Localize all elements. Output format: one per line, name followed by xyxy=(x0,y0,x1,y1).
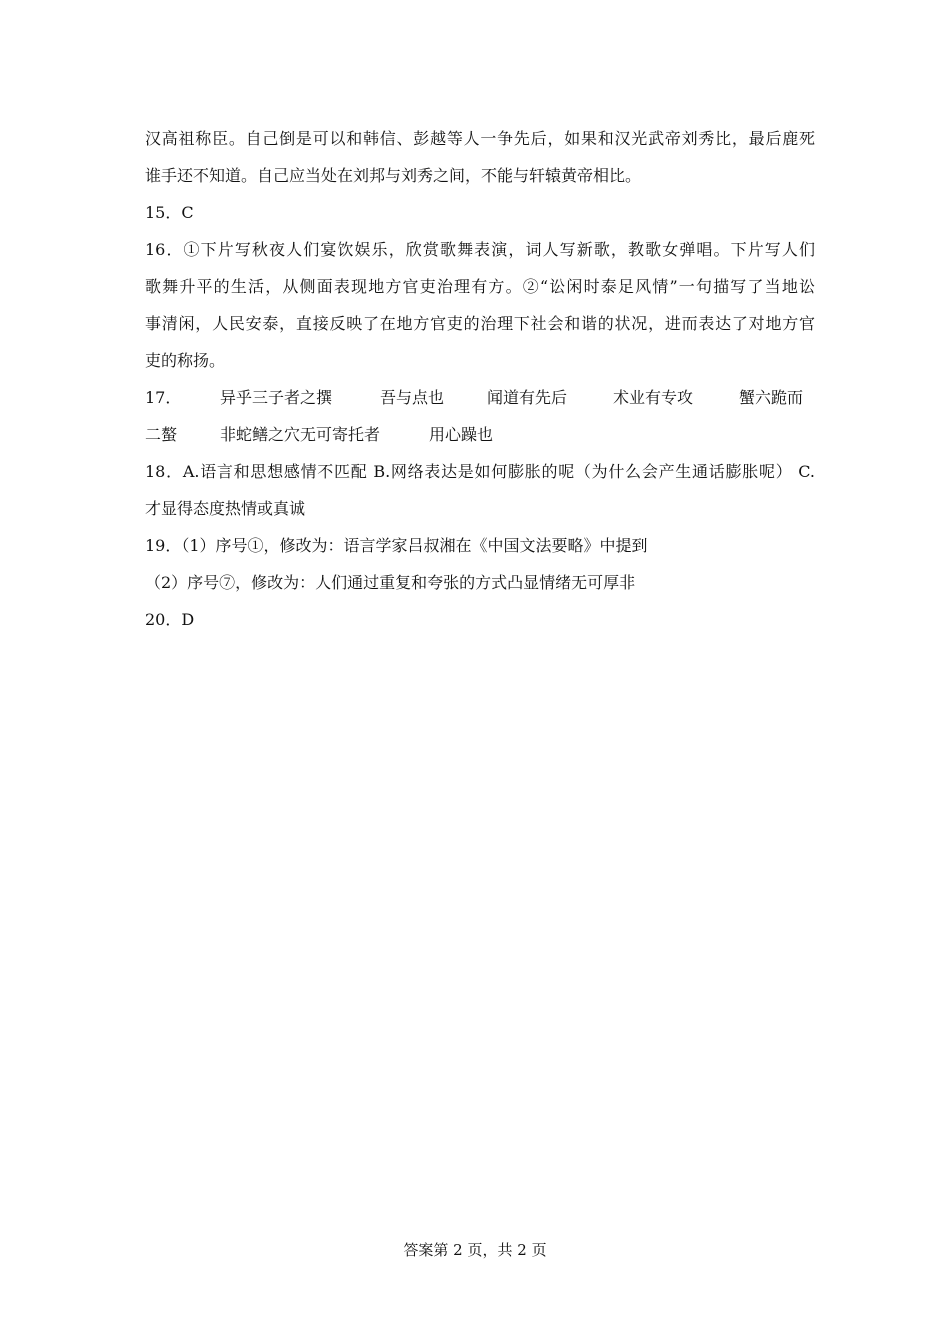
answer-16-line-1: 16．①下片写秋夜人们宴饮娱乐，欣赏歌舞表演，词人写新歌，教歌女弹唱。下片写人们 xyxy=(145,240,815,259)
answer-17-blank-4: 术业有专攻 xyxy=(613,388,694,407)
answer-17-blank-6: 非蛇鳝之穴无可寄托者 xyxy=(220,425,381,444)
answer-16-line-2: 歌舞升平的生活，从侧面表现地方官吏治理有方。②“讼闲时泰足风情”一句描写了当地讼 xyxy=(145,277,815,296)
answer-17-blank-1: 异乎三子者之撰 xyxy=(220,388,333,407)
page-footer: 答案第 2 页，共 2 页 xyxy=(403,1241,547,1259)
answer-17-blank-7: 用心躁也 xyxy=(429,425,494,444)
answer-15: 15．C xyxy=(145,203,194,222)
answer-17-blank-5: 蟹六跪而 xyxy=(739,388,804,407)
answer-16-line-3: 事清闲，人民安泰，直接反映了在地方官吏的治理下社会和谐的状况，进而表达了对地方官 xyxy=(145,314,815,333)
answer-19-part-1: 19．（1）序号①，修改为：语言学家吕叔湘在《中国文法要略》中提到 xyxy=(145,536,648,555)
answer-17-line-1 xyxy=(145,379,815,416)
answer-17-blank-2: 吾与点也 xyxy=(380,388,445,407)
answer-20: 20．D xyxy=(145,610,195,629)
answer-content xyxy=(145,120,815,638)
answer-line-14-cont-1: 汉高祖称臣。自己倒是可以和韩信、彭越等人一争先后，如果和汉光武帝刘秀比，最后鹿死 xyxy=(145,129,815,148)
answer-17-blank-3: 闻道有先后 xyxy=(487,388,568,407)
answer-18-line-2: 才显得态度热情或真诚 xyxy=(145,499,306,518)
answer-16-line-4: 吏的称扬。 xyxy=(145,351,226,370)
answer-17-number: 17． xyxy=(145,388,182,407)
answer-line-14-cont-2: 谁手还不知道。自己应当处在刘邦与刘秀之间，不能与轩辕黄帝相比。 xyxy=(145,166,642,185)
answer-17-line-2 xyxy=(145,416,815,453)
answer-18-line-1: 18．A.语言和思想感情不匹配 B.网络表达是如何膨胀的呢（为什么会产生通话膨胀呢） C. xyxy=(145,462,815,481)
answer-17-blank-5-cont: 二螯 xyxy=(145,425,178,444)
answer-19-part-2: （2）序号⑦，修改为：人们通过重复和夸张的方式凸显情绪无可厚非 xyxy=(145,573,636,592)
